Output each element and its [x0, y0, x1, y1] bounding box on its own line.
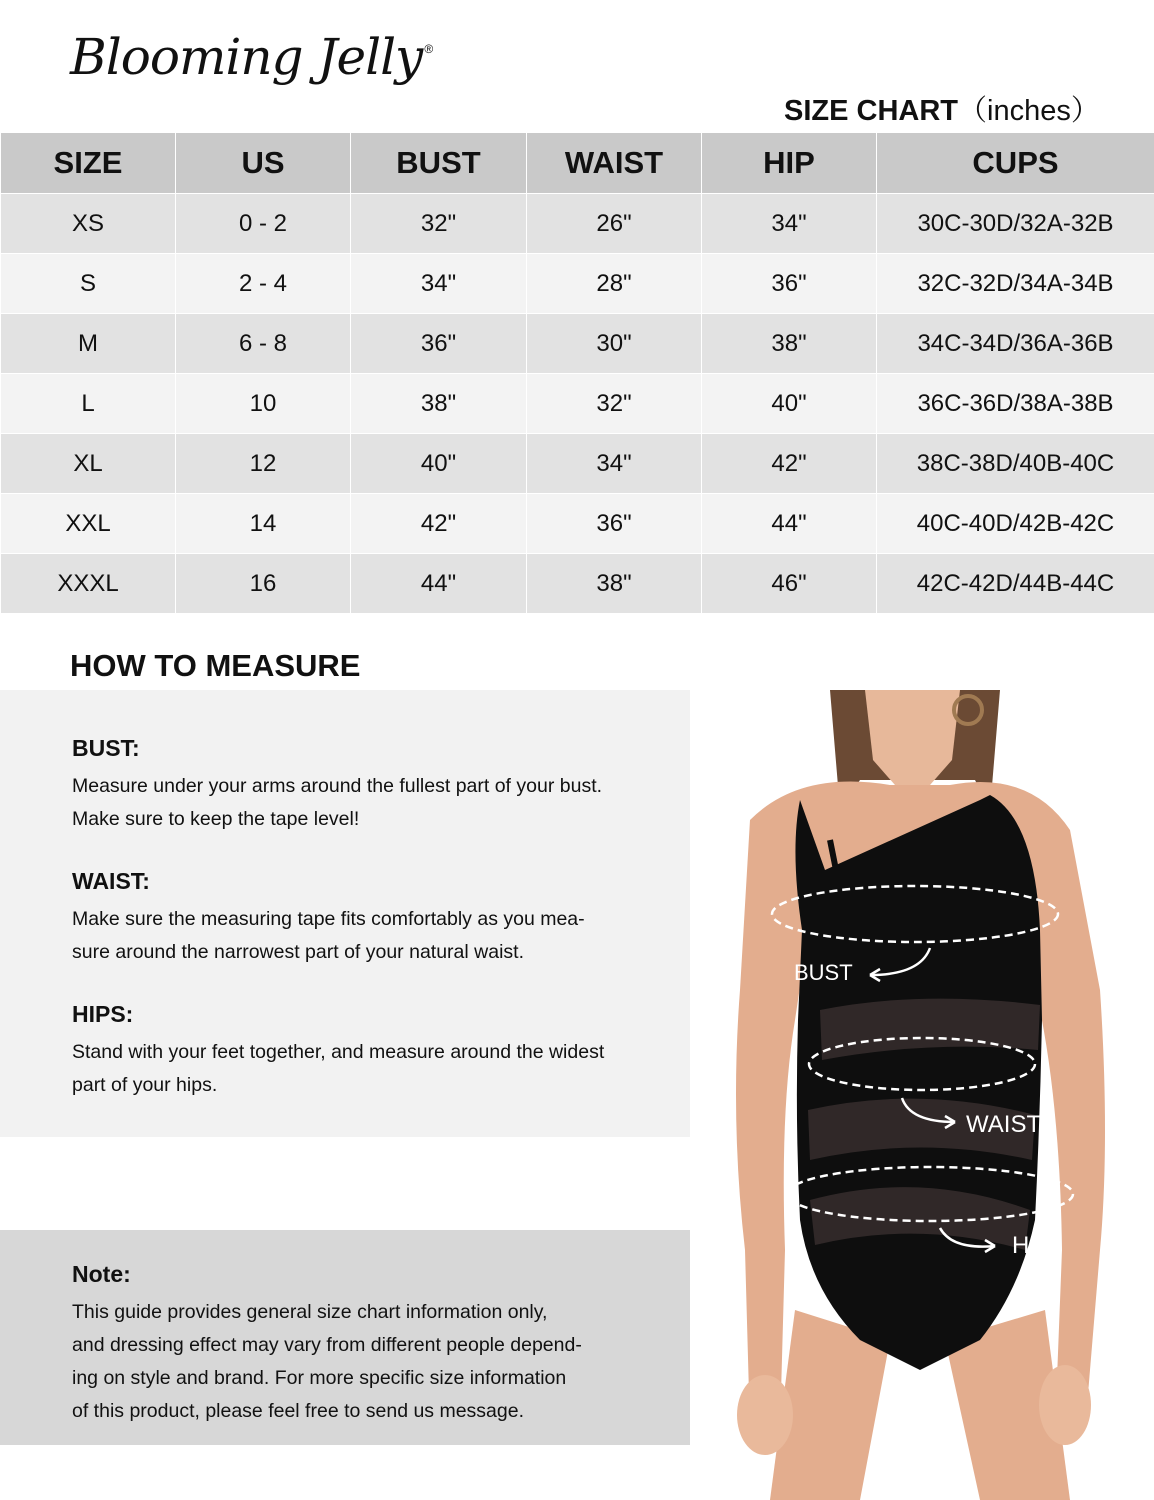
- cell-size: XXL: [1, 494, 176, 554]
- how-to-measure-title: HOW TO MEASURE: [70, 648, 361, 683]
- size-chart-title: [784, 88, 1100, 129]
- note-line-2: and dressing effect may vary from different people depend-: [72, 1334, 582, 1356]
- cell-us: 12: [176, 434, 351, 494]
- cell-cups: 34C-34D/36A-36B: [877, 314, 1154, 374]
- hips-line-1: Stand with your feet together, and measure around the widest: [72, 1041, 605, 1063]
- cell-bust: 38": [351, 374, 527, 434]
- cell-size: S: [1, 254, 176, 314]
- cell-size: XL: [1, 434, 176, 494]
- header-size: SIZE: [1, 133, 176, 194]
- header-us: US: [176, 133, 351, 194]
- bust-line-2: Make sure to keep the tape level!: [72, 808, 360, 830]
- cell-cups: 30C-30D/32A-32B: [877, 194, 1154, 254]
- cell-bust: 34": [351, 254, 527, 314]
- bust-label: BUST:: [72, 735, 140, 761]
- brand-name: Blooming Jelly: [70, 28, 423, 86]
- hips-line-2: part of your hips.: [72, 1074, 218, 1096]
- cell-bust: 40": [351, 434, 527, 494]
- table-row: [1, 314, 1154, 374]
- table-row: [1, 434, 1154, 494]
- brand-logo: [70, 28, 433, 86]
- table-row: [1, 554, 1154, 614]
- cell-size: M: [1, 314, 176, 374]
- cell-cups: 42C-42D/44B-44C: [877, 554, 1154, 614]
- figure-label-hip: HIP: [1012, 1232, 1053, 1259]
- cell-bust: 36": [351, 314, 527, 374]
- hips-label: HIPS:: [72, 1001, 134, 1027]
- registered-mark: ®: [424, 42, 433, 56]
- cell-hip: 36": [702, 254, 877, 314]
- cell-size: XS: [1, 194, 176, 254]
- cell-hip: 46": [702, 554, 877, 614]
- cell-size: XXXL: [1, 554, 176, 614]
- note-line-4: of this product, please feel free to send us message.: [72, 1400, 525, 1422]
- cell-waist: 36": [527, 494, 702, 554]
- header-cups: CUPS: [877, 133, 1154, 194]
- table-row: [1, 494, 1154, 554]
- cell-us: 0 - 2: [176, 194, 351, 254]
- cell-cups: 40C-40D/42B-42C: [877, 494, 1154, 554]
- header-waist: WAIST: [527, 133, 702, 194]
- cell-bust: 32": [351, 194, 527, 254]
- header-hip: HIP: [702, 133, 877, 194]
- bust-line-1: Measure under your arms around the fullest part of your bust.: [72, 775, 603, 797]
- cell-cups: 36C-36D/38A-38B: [877, 374, 1154, 434]
- waist-instructions: [72, 868, 585, 969]
- table-row: [1, 374, 1154, 434]
- figure-label-bust: BUST: [794, 960, 853, 985]
- hips-instructions: [72, 1001, 604, 1102]
- waist-line-2: sure around the narrowest part of your natural waist.: [72, 941, 524, 963]
- figure-label-waist: WAIST: [966, 1111, 1042, 1138]
- cell-us: 10: [176, 374, 351, 434]
- cell-waist: 32": [527, 374, 702, 434]
- note-line-1: This guide provides general size chart information only,: [72, 1301, 548, 1323]
- size-chart-title-main: SIZE CHART: [784, 95, 958, 127]
- model-photo: [690, 690, 1154, 1500]
- cell-bust: 42": [351, 494, 527, 554]
- cell-us: 2 - 4: [176, 254, 351, 314]
- note-line-3: ing on style and brand. For more specific size information: [72, 1367, 567, 1389]
- cell-hip: 44": [702, 494, 877, 554]
- header-bust: BUST: [351, 133, 527, 194]
- waist-line-1: Make sure the measuring tape fits comfortably as you mea-: [72, 908, 585, 930]
- note-label: Note:: [72, 1261, 131, 1287]
- cell-bust: 44": [351, 554, 527, 614]
- note-section: [72, 1261, 582, 1428]
- cell-us: 6 - 8: [176, 314, 351, 374]
- size-chart-table: [0, 132, 1154, 614]
- cell-hip: 34": [702, 194, 877, 254]
- table-header-row: [1, 133, 1154, 194]
- table-row: [1, 194, 1154, 254]
- cell-size: L: [1, 374, 176, 434]
- cell-waist: 38": [527, 554, 702, 614]
- waist-label: WAIST:: [72, 868, 150, 894]
- model-figure-illustration: [690, 690, 1154, 1500]
- cell-waist: 28": [527, 254, 702, 314]
- cell-waist: 30": [527, 314, 702, 374]
- cell-us: 16: [176, 554, 351, 614]
- size-chart-title-unit: （inches）: [958, 95, 1100, 127]
- cell-hip: 40": [702, 374, 877, 434]
- table-row: [1, 254, 1154, 314]
- cell-hip: 38": [702, 314, 877, 374]
- cell-cups: 32C-32D/34A-34B: [877, 254, 1154, 314]
- cell-cups: 38C-38D/40B-40C: [877, 434, 1154, 494]
- cell-hip: 42": [702, 434, 877, 494]
- cell-waist: 26": [527, 194, 702, 254]
- cell-us: 14: [176, 494, 351, 554]
- cell-waist: 34": [527, 434, 702, 494]
- bust-instructions: [72, 735, 602, 836]
